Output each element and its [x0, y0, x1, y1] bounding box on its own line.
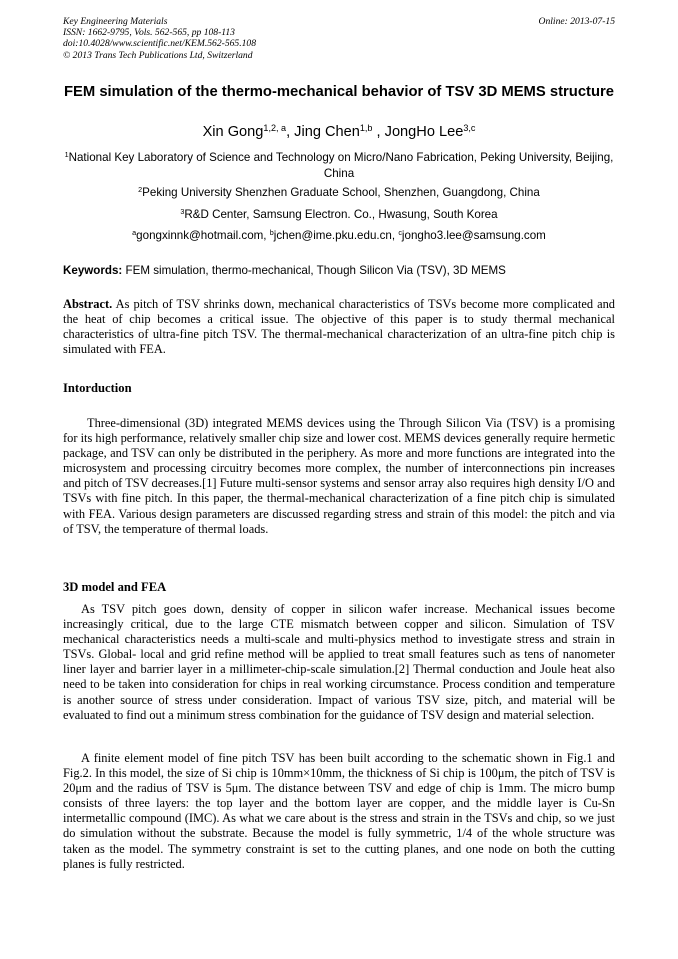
- author-list: [63, 123, 615, 141]
- affiliation-text: R&D Center, Samsung Electron. Co., Hwasung, South Korea: [184, 208, 498, 221]
- introduction-paragraph: Three-dimensional (3D) integrated MEMS devices using the Through Silicon Via (TSV) is a promising for its high performance, relatively smaller chip size and lower cost. MEMS devices generally require hermetic package, and TSV can only be distributed in the periphery. As more and more functions are integrated into the microsystem and processing circuitry becomes more complex, the number of interconnections pin increases and pitch of TSV decreases.[1] Future multi-sensor systems and sensor array also requires high density I/O and TSVs with fine pitch. In this paper, the thermal-mechanical characterization of a fine pitch chip is simulated with FEA. Various design parameters are discussed regarding stress and strain of this model: the pitch and via of TSV, the temperature of thermal loads.: [63, 416, 615, 536]
- copyright-line: © 2013 Trans Tech Publications Ltd, Switzerland: [63, 49, 253, 61]
- author-affiliation-mark: 1,2, a: [263, 123, 287, 134]
- online-date: Online: 2013-07-15: [538, 16, 615, 27]
- affiliation-3: [63, 207, 615, 223]
- affiliation-mark: 2: [138, 185, 143, 195]
- email-address: jongho3.lee@samsung.com: [401, 229, 546, 242]
- keywords-text: FEM simulation, thermo-mechanical, Though Silicon Via (TSV), 3D MEMS: [125, 264, 506, 277]
- abstract: [63, 297, 615, 357]
- abstract-label: Abstract.: [63, 297, 113, 311]
- author-separator: ,: [286, 124, 295, 140]
- journal-name: Key Engineering Materials: [63, 16, 168, 27]
- author-name: JongHo Lee: [384, 124, 464, 140]
- email-address: gongxinnk@hotmail.com: [136, 229, 264, 242]
- author-name: Jing Chen: [294, 124, 360, 140]
- email-mark: b: [269, 228, 274, 238]
- affiliation-text: Peking University Shenzhen Graduate School, Shenzhen, Guangdong, China: [142, 186, 540, 199]
- doi-line: doi:10.4028/www.scientific.net/KEM.562-565.108: [63, 38, 257, 50]
- affiliation-2: [63, 185, 615, 201]
- email-mark: a: [132, 228, 137, 238]
- journal-header: [63, 16, 615, 61]
- model-paragraph-2: A finite element model of fine pitch TSV has been built according to the schematic shown in Fig.1 and Fig.2. In this model, the size of Si chip is 10mm×10mm, the thickness of Si chip is 100μm, the pitch of TSV is 20μm and the radius of TSV is 5μm. The distance between TSV and edge of chip is 1mm. The micro bump consists of three layers: the top layer and the bottom layer are copper, and the middle layer is Cu-Sn intermetallic compound (IMC). As what we care about is the stress and strain in the TSVs and chip, so we just do simulation without the substrate. Because the model is fully symmetric, 1/4 of the whole structure was taken as the model. The symmetry constraint is set to the cutting planes, and one node on both the cutting planes is fully restricted.: [63, 751, 615, 871]
- affiliation-mark: 3: [180, 207, 185, 217]
- model-paragraph-1: As TSV pitch goes down, density of copper in silicon wafer increase. Mechanical issues become increasingly critical, due to the large CTE mismatch between copper and silicon. Simulation of TSV mechanical characteristics needs a multi-scale and multi-physics method to investigate stress and strain in TSVs. Global- local and grid refine method will be applied to treat small features such as tens of nanometer liner layer and barrier layer in a millimeter-chip-scale simulation.[2] Thermal conduction and Joule heat also need to be taken into consideration for chips in real working circumstance. Process condition and temperature is another source of stress under consideration. Impact of various TSV size, pitch, and material will be evaluated to find out a minimum stress combination for the guidance of TSV design and material selection.: [63, 602, 615, 722]
- author-name: Xin Gong: [202, 124, 264, 140]
- keywords-label: Keywords:: [63, 264, 123, 277]
- section-heading-introduction: Intorduction: [63, 381, 132, 395]
- author-separator: ,: [372, 124, 385, 140]
- issn-line: ISSN: 1662-9795, Vols. 562-565, pp 108-113: [63, 27, 235, 39]
- keywords: [63, 263, 615, 278]
- affiliation-1: [63, 150, 615, 181]
- author-affiliation-mark: 3,c: [463, 123, 476, 134]
- affiliation-text: National Key Laboratory of Science and Technology on Micro/Nano Fabrication, Peking University, Beijing, China: [68, 151, 614, 180]
- section-heading-3d-model: 3D model and FEA: [63, 580, 167, 594]
- email-address: jchen@ime.pku.edu.cn: [273, 229, 392, 242]
- abstract-text: As pitch of TSV shrinks down, mechanical characteristics of TSVs become more complicated and the heat of chip becomes a critical issue. The objective of this paper is to study thermal mechanical characteristics of ultra-fine pitch TSV. The thermal-mechanical characterization of an ultra-fine pitch chip is simulated with FEA.: [63, 297, 615, 357]
- affiliation-mark: 1: [64, 150, 69, 160]
- author-affiliation-mark: 1,b: [359, 123, 373, 134]
- paper-title: FEM simulation of the thermo-mechanical behavior of TSV 3D MEMS structure: [63, 84, 615, 100]
- email-list: $^a$gongxinnk@hotmail.com, $^b$jchen@ime.pku.edu.cn, $^c$jongho3.lee@samsung.com: [132, 228, 546, 242]
- email-mark: c: [398, 228, 402, 238]
